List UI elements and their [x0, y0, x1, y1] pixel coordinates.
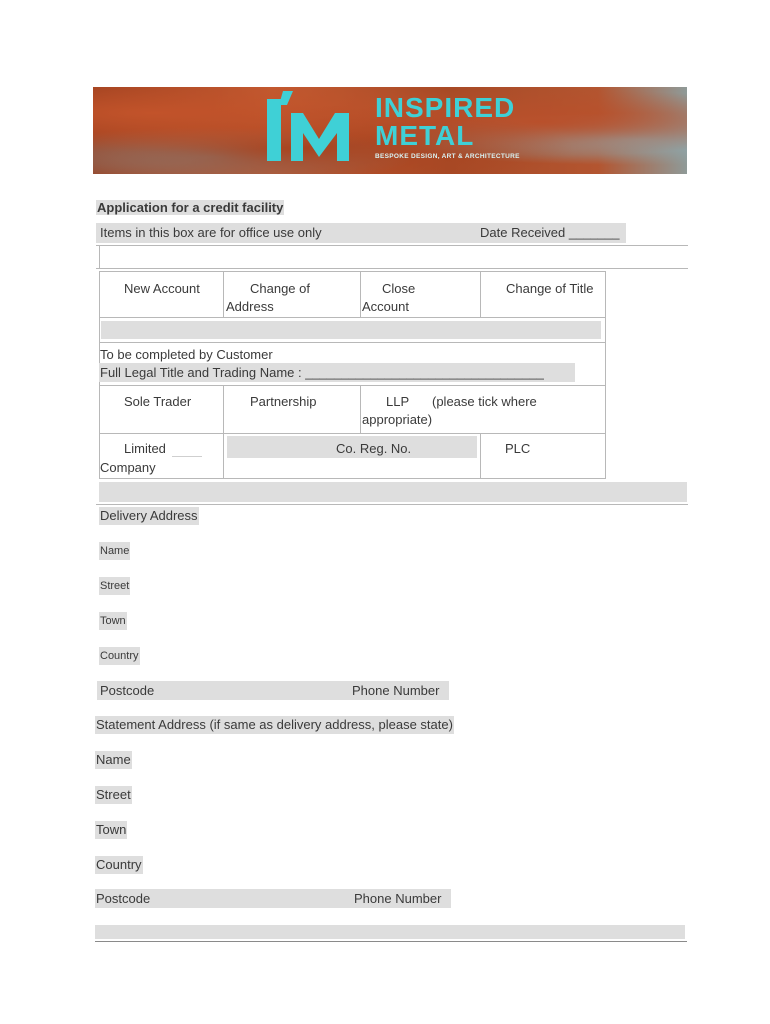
date-received-field[interactable]: Date Received _______	[480, 225, 620, 240]
change-of-address-option-line2[interactable]: Address	[226, 299, 274, 314]
statement-town-field[interactable]: Town	[96, 822, 127, 837]
change-of-address-option-line1[interactable]: Change of	[250, 281, 310, 296]
statement-street-field[interactable]: Street	[96, 787, 131, 802]
change-of-title-option[interactable]: Change of Title	[506, 281, 594, 296]
statement-postcode-field[interactable]: Postcode	[96, 891, 151, 906]
delivery-street-field[interactable]: Street	[99, 577, 130, 595]
sole-trader-option[interactable]: Sole Trader	[124, 394, 192, 409]
brand-name-line2: METAL	[375, 120, 475, 151]
plc-option[interactable]: PLC	[505, 441, 531, 456]
partnership-option[interactable]: Partnership	[250, 394, 317, 409]
customer-section-intro: To be completed by Customer	[100, 347, 273, 362]
limited-company-option-line1[interactable]: Limited	[124, 441, 166, 456]
delivery-postcode-field[interactable]: Postcode	[100, 683, 155, 698]
statement-phone-field[interactable]: Phone Number	[354, 891, 442, 906]
close-account-option-line2[interactable]: Account	[362, 299, 409, 314]
new-account-option[interactable]: New Account	[124, 281, 200, 296]
delivery-phone-field[interactable]: Phone Number	[352, 683, 440, 698]
co-reg-no-field[interactable]: Co. Reg. No.	[336, 441, 412, 456]
inspired-metal-logo-icon	[263, 91, 355, 163]
delivery-town-field[interactable]: Town	[99, 612, 127, 630]
office-use-note: Items in this box are for office use only	[100, 225, 322, 240]
brand-name-line1: INSPIRED	[375, 92, 516, 123]
delivery-name-field[interactable]: Name	[99, 542, 130, 560]
limited-company-option-line2[interactable]: Company	[100, 460, 156, 475]
statement-country-field[interactable]: Country	[96, 857, 142, 872]
tick-instruction-line2: appropriate)	[362, 412, 433, 427]
delivery-address-heading: Delivery Address	[100, 508, 198, 523]
tick-instruction-line1: (please tick where	[432, 394, 537, 409]
statement-name-field[interactable]: Name	[96, 752, 131, 767]
statement-address-heading: Statement Address (if same as delivery address, please state)	[96, 717, 453, 732]
brand-tagline: BESPOKE DESIGN, ART & ARCHITECTURE	[375, 153, 520, 160]
section-divider-band	[99, 482, 687, 502]
bottom-divider-band	[95, 925, 685, 939]
legal-title-field[interactable]: Full Legal Title and Trading Name : _________________________________	[100, 365, 544, 380]
llp-option[interactable]: LLP	[386, 394, 410, 409]
close-account-option-line1[interactable]: Close	[382, 281, 416, 296]
company-banner	[93, 87, 687, 174]
form-title: Application for a credit facility	[97, 200, 284, 215]
office-use-shaded-row	[101, 321, 601, 339]
delivery-country-field[interactable]: Country	[99, 647, 140, 665]
